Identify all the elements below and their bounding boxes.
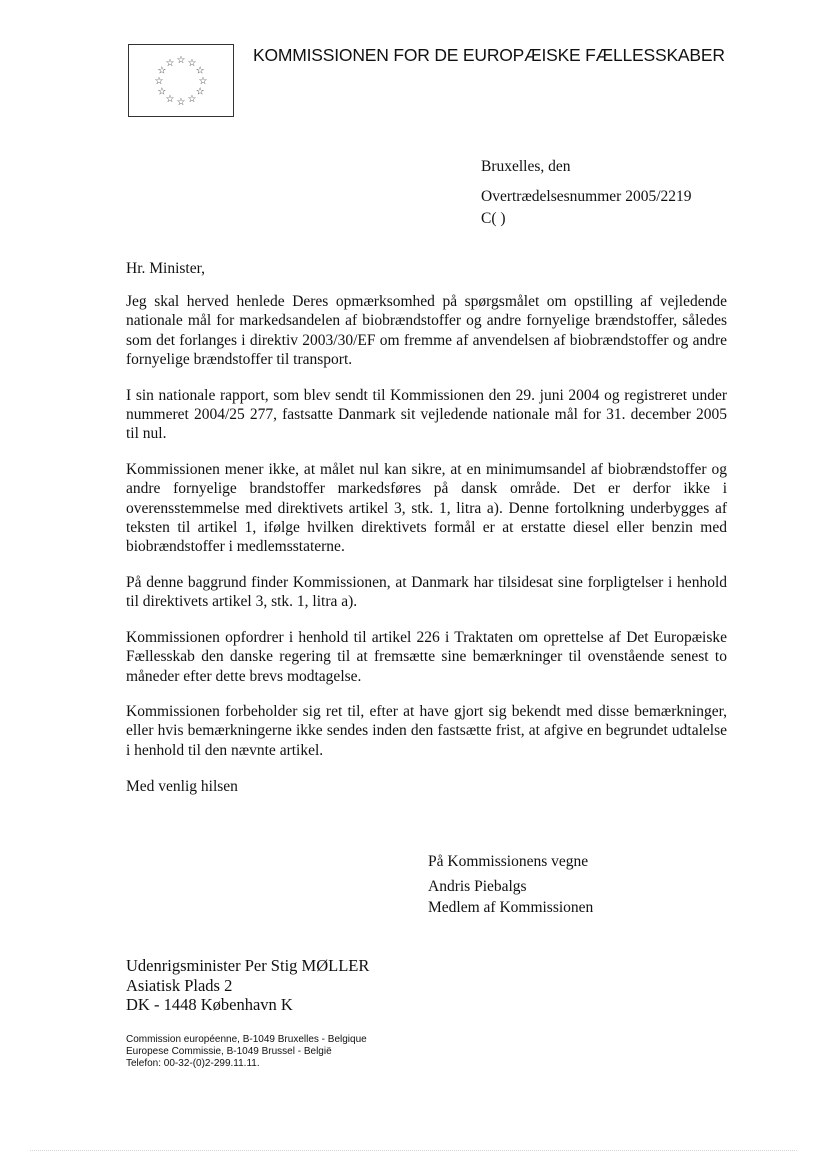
infringement-number: Overtrædelsesnummer 2005/2219 bbox=[481, 188, 692, 205]
star-icon: ☆ bbox=[195, 65, 205, 77]
reference-number: C( ) bbox=[481, 210, 506, 227]
star-icon: ☆ bbox=[187, 57, 197, 69]
recipient-city: DK - 1448 København K bbox=[126, 995, 293, 1014]
recipient-street: Asiatisk Plads 2 bbox=[126, 975, 233, 995]
star-icon: ☆ bbox=[165, 57, 175, 69]
star-icon: ☆ bbox=[198, 76, 208, 87]
letter-meta bbox=[481, 156, 692, 230]
eu-stars-emblem-icon bbox=[128, 44, 234, 117]
paragraph: Kommissionen forbeholder sig ret til, efter at have gjort sig bekendt med disse bemærkninger, eller hvis bemærkningerne ikke sendes inden den fastsætte frist, at afgive en begrundet udtalelse i henhold til den nævnte artikel. bbox=[126, 702, 727, 759]
signatory-name: Andris Piebalgs bbox=[428, 878, 527, 895]
signature-block bbox=[428, 851, 593, 918]
closing-greeting: Med venlig hilsen bbox=[126, 778, 238, 795]
recipient-address bbox=[126, 956, 369, 1015]
star-icon: ☆ bbox=[176, 96, 186, 108]
paragraph: Kommissionen mener ikke, at målet nul kan sikre, at en minimumsandel af biobrændstoffer og andre fornyelige brandstoffer markedsføres på dansk område. Det er derfor ikke i overensstemmelse med direktivets artikel 3, stk. 1, litra a). Denne fortolkning underbygges af teksten til artikel 1, ifølge hvilken direktivets formål er at erstatte diesel eller benzin med biobrændstoffer i medlemsstaterne. bbox=[126, 460, 727, 556]
paragraph: Jeg skal herved henlede Deres opmærksomhed på spørgsmålet om opstilling af vejledende nationale mål for markedsandelen af biobrændstoffer og andre fornyelige brændstoffer, således som det forlanges i direktiv 2003/30/EF om fremme af anvendelsen af biobrændstoffer og andre fornyelige brændstoffer til transport. bbox=[126, 293, 727, 369]
footer-address-fr: Commission européenne, B-1049 Bruxelles - Belgique bbox=[126, 1034, 367, 1045]
paragraph: I sin nationale rapport, som blev sendt til Kommissionen den 29. juni 2004 og registreret under nummeret 2004/25 277, fastsatte Danmark sit vejledende nationale mål for 31. december 2005 til nul. bbox=[126, 386, 727, 443]
city-date: Bruxelles, den bbox=[481, 158, 571, 175]
signature-on-behalf: På Kommissionens vegne bbox=[428, 853, 589, 870]
star-icon: ☆ bbox=[165, 94, 175, 106]
paragraph: Kommissionen opfordrer i henhold til artikel 226 i Traktaten om oprettelse af Det Europæiske Fællesskab den danske regering til at fremsætte sine bemærkninger til ovenstående senest to måneder efter dette brevs modtagelse. bbox=[126, 628, 727, 685]
paragraph: På denne baggrund finder Kommissionen, at Danmark har tilsidesat sine forpligtelser i henhold til direktivets artikel 3, stk. 1, litra a). bbox=[126, 573, 727, 611]
star-icon: ☆ bbox=[195, 86, 205, 98]
commission-footer bbox=[126, 1034, 367, 1071]
star-icon: ☆ bbox=[176, 55, 186, 67]
emblem-star-ring bbox=[129, 45, 233, 116]
salutation: Hr. Minister, bbox=[126, 260, 206, 277]
star-icon: ☆ bbox=[154, 76, 164, 87]
page-edge-rule bbox=[30, 1150, 797, 1151]
footer-address-nl: Europese Commissie, B-1049 Brussel - België bbox=[126, 1046, 332, 1058]
organization-title: KOMMISSIONEN FOR DE EUROPÆISKE FÆLLESSKABER bbox=[253, 45, 725, 65]
star-icon: ☆ bbox=[157, 65, 167, 77]
signatory-title: Medlem af Kommissionen bbox=[428, 899, 594, 916]
footer-phone: Telefon: 00-32-(0)2-299.11.11. bbox=[126, 1058, 260, 1070]
letter-body bbox=[126, 292, 727, 776]
star-icon: ☆ bbox=[187, 94, 197, 106]
star-icon: ☆ bbox=[157, 86, 167, 98]
recipient-name: Udenrigsminister Per Stig MØLLER bbox=[126, 956, 370, 975]
